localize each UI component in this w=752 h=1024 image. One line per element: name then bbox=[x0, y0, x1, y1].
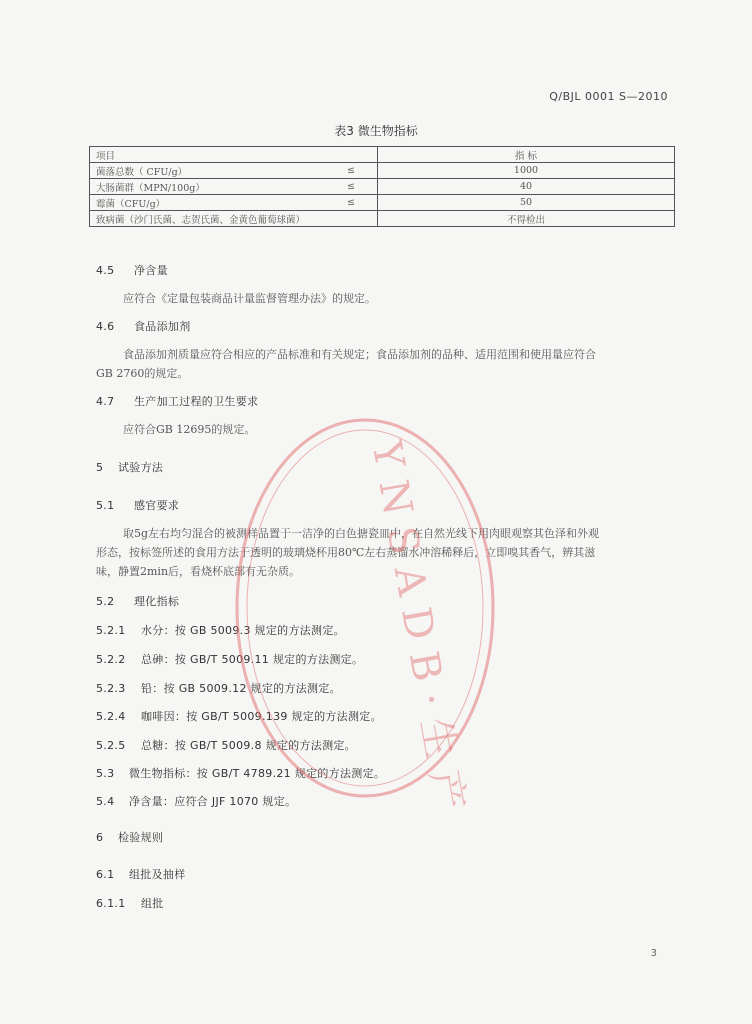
section-4-6-line1: 食品添加剂质量应符合相应的产品标准和有关规定；食品添加剂的品种、适用范围和使用量应符合 bbox=[123, 348, 596, 361]
section-number: 6.1 bbox=[96, 868, 115, 881]
section-4-7-heading bbox=[96, 393, 258, 409]
row-value: 40 bbox=[378, 179, 675, 195]
item-text: 咖啡因：按 GB/T 5009.139 规定的方法测定。 bbox=[141, 710, 382, 723]
section-number: 5.2 bbox=[96, 595, 115, 608]
section-4-6-line2: GB 2760的规定。 bbox=[96, 367, 189, 380]
list-item bbox=[96, 765, 385, 781]
section-title: 检验规则 bbox=[118, 831, 164, 844]
table-header-row bbox=[90, 147, 675, 163]
item-text: 微生物指标：按 GB/T 4789.21 规定的方法测定。 bbox=[129, 767, 386, 780]
stamp-text: Y N S A D B · 生 产 bbox=[362, 437, 473, 814]
row-item: 大肠菌群（MPN/100g） bbox=[90, 179, 326, 195]
section-4-6-heading bbox=[96, 318, 191, 334]
header-op bbox=[325, 147, 378, 163]
item-number: 5.3 bbox=[96, 767, 115, 780]
list-item bbox=[96, 651, 363, 667]
table-caption: 表3 微生物指标 bbox=[334, 124, 418, 138]
item-number: 5.2.1 bbox=[96, 624, 126, 637]
table-row bbox=[90, 179, 675, 195]
section-4-5-text: 应符合《定量包装商品计量监督管理办法》的规定。 bbox=[123, 292, 376, 305]
row-op bbox=[325, 211, 378, 227]
page-number: 3 bbox=[650, 948, 657, 959]
list-item bbox=[96, 680, 341, 696]
stamp-inner-ring bbox=[247, 430, 483, 786]
item-text: 总砷：按 GB/T 5009.11 规定的方法测定。 bbox=[141, 653, 364, 666]
row-item: 菌落总数（ CFU/g） bbox=[90, 163, 326, 179]
section-number: 5.1 bbox=[96, 499, 115, 512]
section-title: 组批 bbox=[141, 897, 164, 910]
table-row bbox=[90, 211, 675, 227]
section-number: 4.6 bbox=[96, 320, 115, 333]
row-op: ≤ bbox=[325, 195, 378, 211]
section-number: 4.5 bbox=[96, 264, 115, 277]
section-title: 组批及抽样 bbox=[129, 868, 186, 881]
section-title: 感官要求 bbox=[134, 499, 180, 512]
section-6-1-1-heading bbox=[96, 895, 164, 911]
section-5-1-heading bbox=[96, 497, 179, 513]
header-index: 指 标 bbox=[378, 147, 675, 163]
section-number: 6 bbox=[96, 831, 104, 844]
list-item bbox=[96, 708, 382, 724]
section-title: 理化指标 bbox=[134, 595, 180, 608]
item-number: 5.2.3 bbox=[96, 682, 126, 695]
section-title: 食品添加剂 bbox=[134, 320, 191, 333]
header-item: 项目 bbox=[90, 147, 326, 163]
section-5-1-line2: 形态，按标签所述的食用方法于透明的玻璃烧杯用80℃左右蒸馏水冲溶稀释后，立即嗅其香气，辨其滋 bbox=[96, 546, 596, 559]
row-value: 不得检出 bbox=[378, 211, 675, 227]
item-number: 5.2.5 bbox=[96, 739, 126, 752]
item-number: 5.2.2 bbox=[96, 653, 126, 666]
list-item bbox=[96, 622, 345, 638]
section-title: 试验方法 bbox=[118, 461, 164, 474]
row-value: 50 bbox=[378, 195, 675, 211]
section-5-heading bbox=[96, 459, 163, 475]
section-4-5-heading bbox=[96, 262, 168, 278]
item-number: 5.2.4 bbox=[96, 710, 126, 723]
item-text: 净含量：应符合 JJF 1070 规定。 bbox=[129, 795, 297, 808]
approval-stamp bbox=[215, 398, 515, 818]
section-title: 生产加工过程的卫生要求 bbox=[134, 395, 259, 408]
section-5-1-line1: 取5g左右均匀混合的被测样品置于一洁净的白色搪瓷皿中，在自然光线下用肉眼观察其色泽和外观 bbox=[123, 527, 600, 540]
section-6-heading bbox=[96, 829, 163, 845]
list-item bbox=[96, 793, 296, 809]
section-4-7-text: 应符合GB 12695的规定。 bbox=[123, 423, 256, 436]
item-text: 铅：按 GB 5009.12 规定的方法测定。 bbox=[141, 682, 341, 695]
item-number: 5.4 bbox=[96, 795, 115, 808]
item-text: 总糖：按 GB/T 5009.8 规定的方法测定。 bbox=[141, 739, 356, 752]
microbial-index-table bbox=[89, 146, 675, 227]
row-op: ≤ bbox=[325, 163, 378, 179]
section-title: 净含量 bbox=[134, 264, 168, 277]
section-number: 4.7 bbox=[96, 395, 115, 408]
item-text: 水分：按 GB 5009.3 规定的方法测定。 bbox=[141, 624, 345, 637]
row-value: 1000 bbox=[378, 163, 675, 179]
row-item: 致病菌（沙门氏菌、志贺氏菌、金黄色葡萄球菌） bbox=[90, 211, 326, 227]
row-op: ≤ bbox=[325, 179, 378, 195]
table-row bbox=[90, 195, 675, 211]
section-6-1-heading bbox=[96, 866, 186, 882]
section-number: 6.1.1 bbox=[96, 897, 126, 910]
section-number: 5 bbox=[96, 461, 104, 474]
table-row bbox=[90, 163, 675, 179]
document-code: Q/BJL 0001 S—2010 bbox=[549, 90, 668, 103]
row-item: 霉菌（CFU/g） bbox=[90, 195, 326, 211]
section-5-1-line3: 味，静置2min后，看烧杯底部有无杂质。 bbox=[96, 565, 301, 578]
section-5-2-heading bbox=[96, 593, 179, 609]
list-item bbox=[96, 737, 356, 753]
